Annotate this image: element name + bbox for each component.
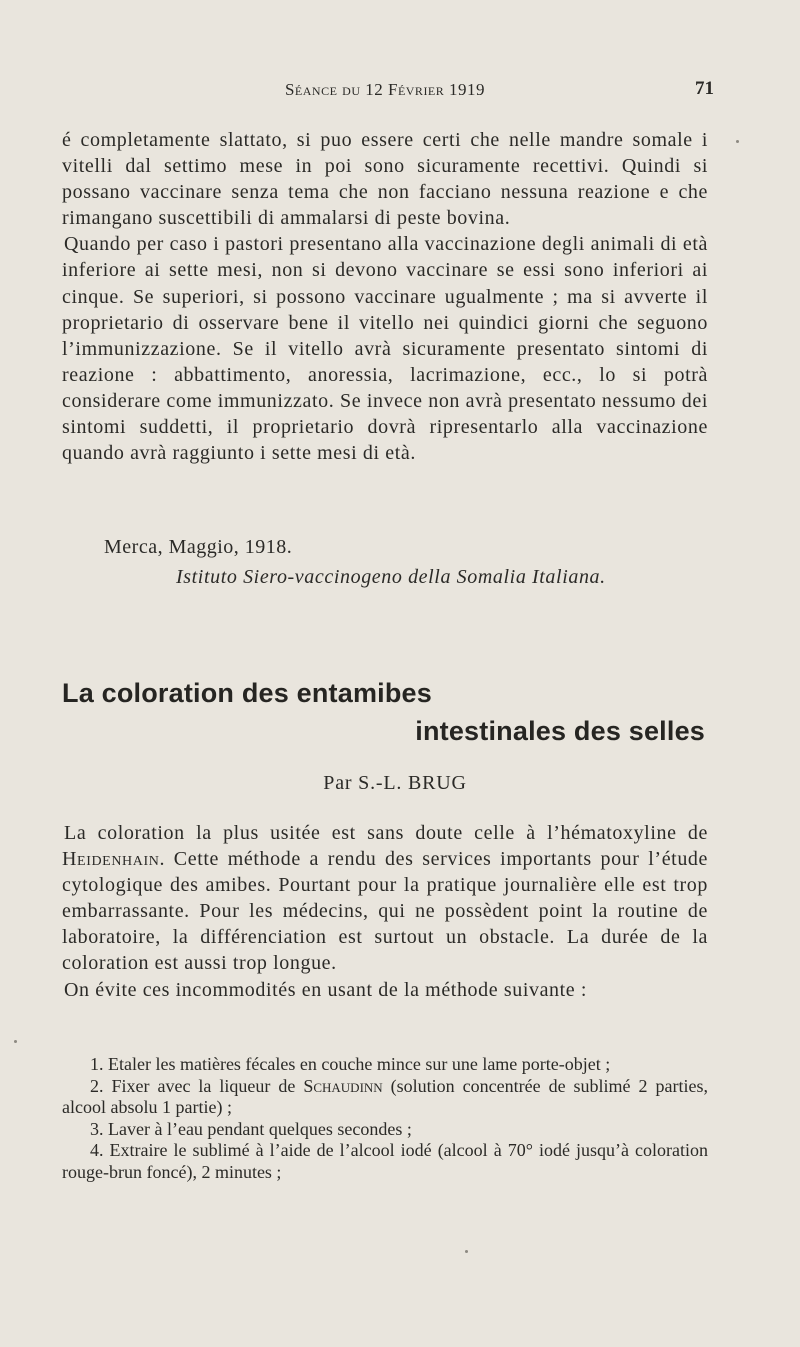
- method-steps-list: [62, 1054, 708, 1183]
- italian-text-block: [62, 127, 708, 466]
- running-title: Séance du 12 Février 1919: [284, 80, 486, 99]
- italian-paragraph-2: Quando per caso i pastori presentano alla vaccinazione degli animali di età inferiore ai sette mesi, non si devono vaccinare se essi sono inferiori ai cinque. Se superiori, si possono vaccinare ugualmente ; ma si avverte il proprietario di osservare bene il vitello nei quindici giorni che seguono l’immunizzazione. Se il vitello avrà sicuramente presentato sintomi di reazione : abbattimento, anoressia, lacrimazione, ecc., lo si potrà considerare come immunizzato. Se invece non avrà presentato nessumo dei sintomi suddetti, il proprietario dovrà ripresentarlo alla vaccinazione quando avrà raggiunto i sette mesi di età.: [62, 233, 708, 465]
- method-step-1: 1. Etaler les matières fécales en couche mince sur une lame porte-objet ;: [90, 1054, 611, 1074]
- french-paragraph-1-start: La coloration la plus usitée est sans doute celle à l’hématoxyline de: [64, 822, 708, 844]
- method-step-2: [62, 1076, 708, 1119]
- paper-speck: [465, 1250, 468, 1253]
- paper-speck: [736, 140, 739, 143]
- method-step-2-start: 2. Fixer avec la liqueur de: [90, 1075, 304, 1096]
- author-name-schaudinn: Schaudinn: [303, 1075, 383, 1096]
- method-step-2-rest: (solution concentrée de sublimé 2 parties, alcool absolu 1 partie) ;: [62, 1075, 708, 1117]
- author-name-heidenhain: Heidenhain: [62, 848, 160, 871]
- french-paragraph-1: [62, 820, 708, 977]
- running-head: [60, 78, 714, 108]
- french-text-block: [62, 820, 708, 1003]
- method-step-3: 3. Laver à l’eau pendant quelques secondes ;: [90, 1118, 412, 1139]
- french-paragraph-2: On évite ces incommodités en usant de la méthode suivante :: [64, 978, 588, 1001]
- page-number: 71: [695, 78, 714, 99]
- french-paragraph-1-rest: . Cette méthode a rendu des services importants pour l’étude cytologique des amibes. Pourtant pour la pratique journalière elle est trop embarrassante. Pour les médecins, qui ne possèdent point la routine de laboratoire, la différenciation est surtout un obstacle. La durée de la coloration est aussi trop longue.: [62, 848, 708, 975]
- article-title-line-1: La coloration des entamibes: [62, 678, 432, 708]
- paper-speck: [14, 1040, 17, 1043]
- article-byline: Par S.-L. BRUG: [323, 772, 467, 794]
- italian-paragraph-1: é completamente slattato, si puo essere certi che nelle mandre somale i vitelli dal settimo mese in poi sono sicuramente recettivi. Quindi si possano vaccinare senza tema che non facciano nessuna reazione e che rimangano suscettibili di ammalarsi di peste bovina.: [62, 129, 708, 230]
- article-title-line-2: intestinales des selles: [415, 716, 705, 746]
- institute-signature: Istituto Siero-vaccinogeno della Somalia Italiana.: [176, 566, 606, 588]
- method-step-4: 4. Extraire le sublimé à l’aide de l’alcool iodé (alcool à 70° iodé jusqu’à coloration rouge-brun foncé), 2 minutes ;: [62, 1140, 708, 1182]
- place-date-line: Merca, Maggio, 1918.: [104, 536, 293, 558]
